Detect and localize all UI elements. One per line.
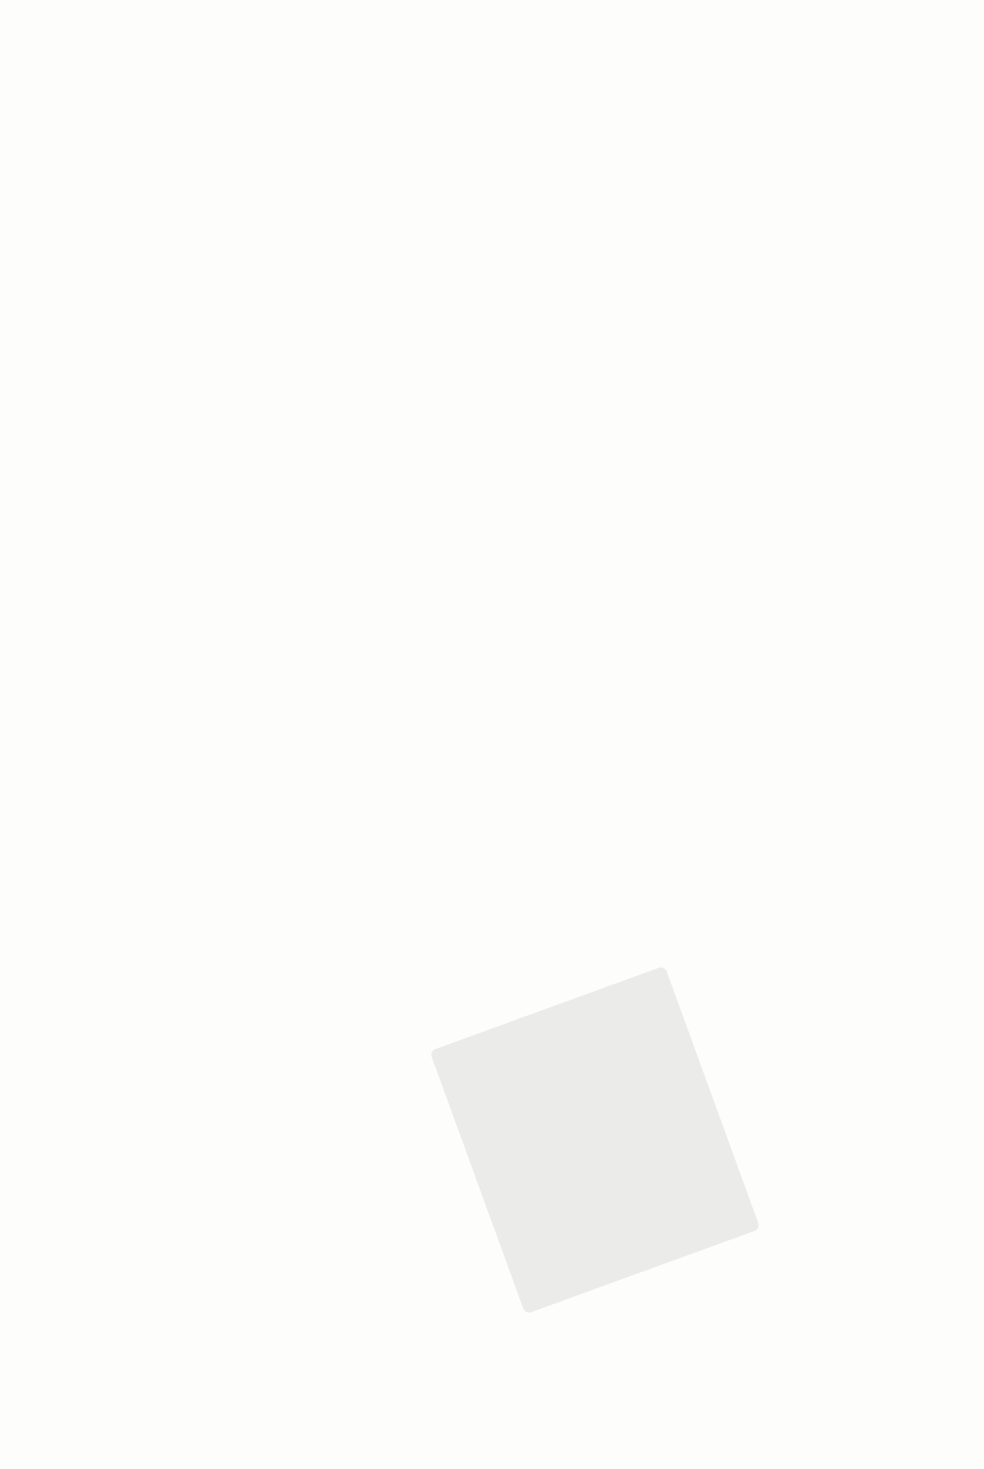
watermark-stamp [430,966,761,1315]
